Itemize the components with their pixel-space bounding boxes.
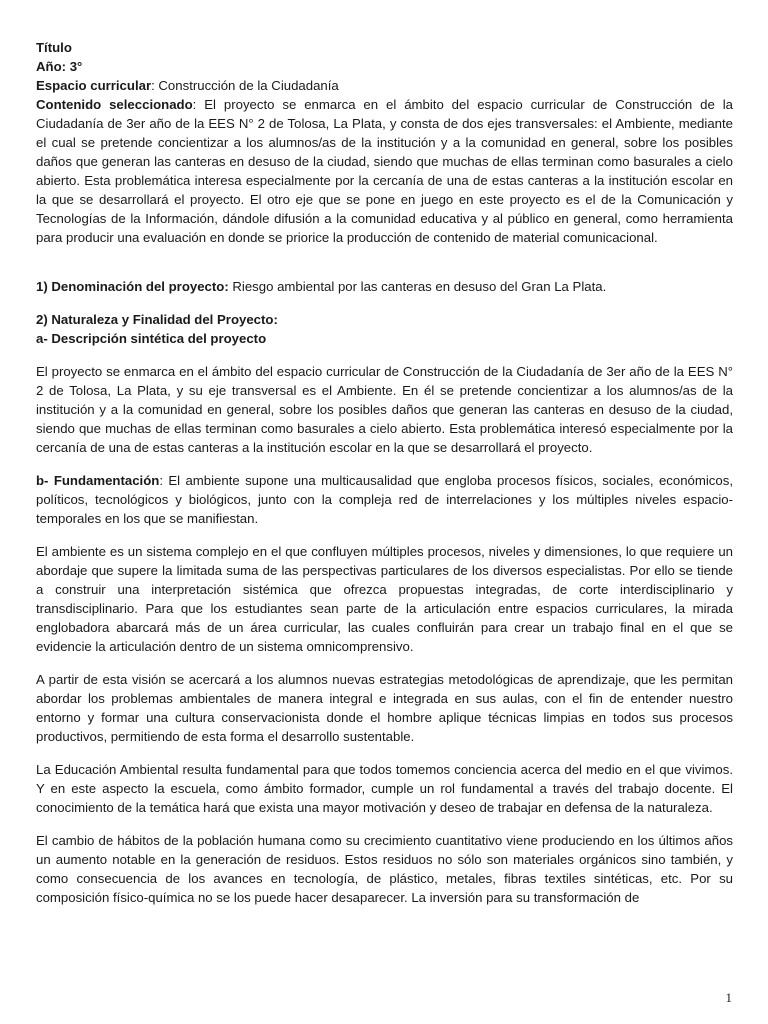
title-label: Título: [36, 40, 72, 55]
section2-heading-text: 2) Naturaleza y Finalidad del Proyecto:: [36, 312, 278, 327]
year-label: Año: 3°: [36, 59, 83, 74]
fundamentation-text: : El ambiente supone una multicausalidad que engloba procesos físicos, sociales, económicos, políticos, tecnológicos y biológicos, junto con la compleja red de interrelaciones y los múltiples niveles espacio-temporales en los que se manifiestan.: [36, 473, 733, 526]
section2-heading: [36, 310, 733, 329]
body-paragraph-4: El cambio de hábitos de la población humana como su crecimiento cuantitativo viene produciendo en los últimos años un aumento notable en la generación de residuos. Estos residuos no sólo son materiales orgánicos sino también, y como consecuencia de los avances en tecnología, de plástico, metales, fibras textiles sintéticas, etc. Por su composición físico-química no se los puede hacer desaparecer. La inversión para su transformación de: [36, 833, 733, 905]
year-line: [36, 57, 733, 76]
section2a-heading: [36, 329, 733, 348]
curricular-space-value: : Construcción de la Ciudadanía: [151, 78, 339, 93]
spacer: [36, 528, 733, 542]
selected-content-paragraph: [36, 95, 733, 247]
page-number: 1: [725, 990, 732, 1005]
spacer: [36, 348, 733, 362]
project-name-line: [36, 277, 733, 296]
title-line: [36, 38, 733, 57]
section2a-heading-text: a- Descripción sintética del proyecto: [36, 331, 267, 346]
body-paragraph-3: La Educación Ambiental resulta fundamental para que todos tomemos conciencia acerca del medio en el que vivimos. Y en este aspecto la escuela, como ámbito formador, cumple un rol fundamental a través del trabajo docente. El conocimiento de la temática hará que exista una mayor motivación y deseo de trabajar en defensa de la naturaleza.: [36, 762, 733, 815]
project-name-label: 1) Denominación del proyecto:: [36, 279, 229, 294]
description-paragraph: El proyecto se enmarca en el ámbito del espacio curricular de Construcción de la Ciudadanía de 3er año de la EES N° 2 de Tolosa, La Plata, y su eje transversal es el Ambiente. En él se pretende concientizar a los alumnos/as de la institución y a la comunidad en general, sobre los posibles daños que generan las canteras en desuso de la ciudad, siendo que muchas de ellas terminan como basurales a cielo abierto. Esta problemática interesó especialmente por la cercanía de una de estas canteras a la institución escolar en la que se desarrollará el proyecto.: [36, 364, 733, 455]
project-name-value: Riesgo ambiental por las canteras en desuso del Gran La Plata.: [228, 279, 607, 294]
selected-content-text: : El proyecto se enmarca en el ámbito del espacio curricular de Construcción de la Ciudadanía de 3er año de la EES N° 2 de Tolosa, La Plata, y consta de dos ejes transversales: el Ambiente, mediante el cual se pretende concientizar a los alumnos/as de la institución y a la comunidad en general, sobre los posibles daños que generan las canteras en desuso de la ciudad, siendo que muchas de ellas terminan como basurales a cielo abierto. Esta problemática interesa especialmente por la cercanía de una de estas canteras a la institución escolar en la que se desarrollará el proyecto. El otro eje que se pone en juego en este proyecto es el de la Comunicación y Tecnologías de la Información, dándole difusión a la comunidad educativa y al público en general, como herramienta para producir una evaluación en donde se priorice la producción de contenido de material comunicacional.: [36, 97, 733, 245]
spacer: [36, 746, 733, 760]
spacer: [36, 457, 733, 471]
body-paragraph-2: A partir de esta visión se acercará a los alumnos nuevas estrategias metodológicas de aprendizaje, que les permitan abordar los problemas ambientales de manera integral e integrada en sus aulas, con el fin de entender nuestro entorno y formar una cultura conservacionista donde el hombre aplique técnicas limpias en todos sus procesos productivos, permitiendo de esta forma el desarrollo sustentable.: [36, 672, 733, 744]
spacer: [36, 296, 733, 310]
curricular-space-line: [36, 76, 733, 95]
body-paragraph-1: El ambiente es un sistema complejo en el que confluyen múltiples procesos, niveles y dimensiones, lo que requiere un abordaje que supere la limitada suma de las perspectivas particulares de los diversos especialistas. Por ello se tiende a construir una interpretación sistémica que ofrezca propuestas integradas, de corte interdisciplinario y transdisciplinario. Para que los estudiantes sean parte de la articulación entre espacios curriculares, la mirada englobadora abarcará más de un área curricular, las cuales confluirán para crear un trabajo final en el que se evidencie la articulación dentro de un sistema omnicomprensivo.: [36, 544, 733, 654]
spacer: [36, 247, 733, 277]
document-page: [36, 38, 733, 907]
curricular-space-label: Espacio curricular: [36, 78, 152, 93]
selected-content-label: Contenido seleccionado: [36, 97, 193, 112]
fundamentation-paragraph: [36, 471, 733, 528]
spacer: [36, 817, 733, 831]
fundamentation-label: b- Fundamentación: [36, 473, 160, 488]
spacer: [36, 656, 733, 670]
